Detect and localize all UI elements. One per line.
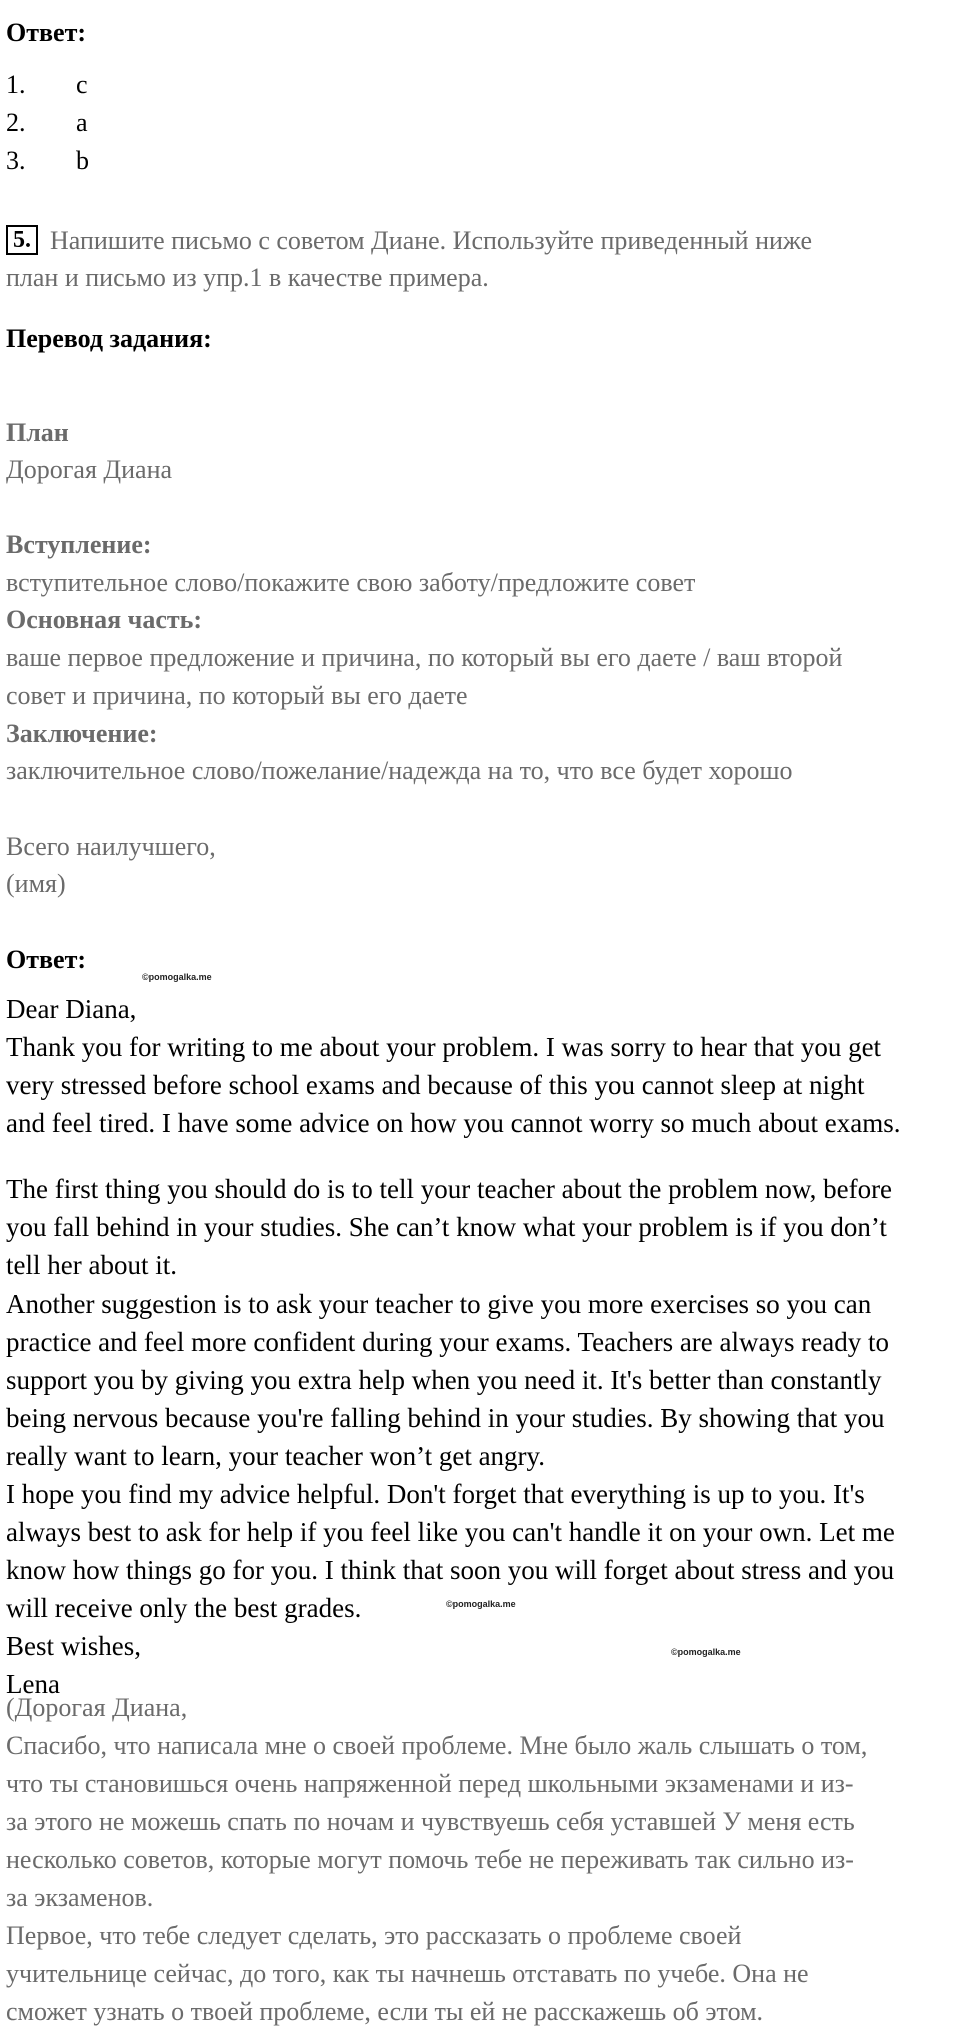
translation-heading: Перевод задания: bbox=[6, 324, 212, 353]
plan-main-text-1: ваше первое предложение и причина, по который вы его даете / ваш второй bbox=[6, 643, 843, 672]
answer-item-1 bbox=[6, 66, 88, 104]
translation-line: сможет узнать о твоей проблеме, если ты ей не расскажешь об этом. bbox=[6, 1997, 764, 2026]
translation-line: Спасибо, что написала мне о своей проблеме. Мне было жаль слышать о том, bbox=[6, 1731, 868, 1760]
answer-item-2 bbox=[6, 104, 88, 142]
plan-conclusion-text: заключительное слово/пожелание/надежда на то, что все будет хорошо bbox=[6, 756, 793, 785]
plan-intro-label: Вступление: bbox=[6, 530, 152, 559]
plan-main-text-2: совет и причина, по который вы его даете bbox=[6, 681, 468, 710]
answer-item-value: a bbox=[76, 108, 88, 137]
letter-paragraph-3 bbox=[6, 1285, 956, 1703]
task-text-1: Напишите письмо с советом Диане. Используйте приведенный ниже bbox=[50, 226, 813, 255]
translation-line: Первое, что тебе следует сделать, это рассказать о проблеме своей bbox=[6, 1921, 742, 1950]
task-text-2: план и письмо из упр.1 в качестве примера. bbox=[6, 263, 489, 292]
letter-line: Best wishes, bbox=[6, 1631, 141, 1661]
letter-line: practice and feel more confident during your exams. Teachers are always ready to bbox=[6, 1327, 889, 1357]
letter-line: support you by giving you extra help when you need it. It's better than constantly bbox=[6, 1365, 882, 1395]
letter-line: tell her about it. bbox=[6, 1250, 177, 1280]
letter-line: Another suggestion is to ask your teacher to give you more exercises so you can bbox=[6, 1289, 872, 1319]
translation-line: (Дорогая Диана, bbox=[6, 1693, 188, 1722]
translation-line: за этого не можешь спать по ночам и чувствуешь себя уставшей У меня есть bbox=[6, 1807, 855, 1836]
translation-line: за экзаменов. bbox=[6, 1883, 154, 1912]
answer-item-3 bbox=[6, 142, 89, 180]
answer-item-value: b bbox=[76, 146, 89, 175]
translation-line: учительнице сейчас, до того, как ты начнешь отставать по учебе. Она не bbox=[6, 1959, 809, 1988]
letter-paragraph-2 bbox=[6, 1170, 956, 1284]
plan-closing: Всего наилучшего, bbox=[6, 832, 216, 861]
watermark: ©pomogalka.me bbox=[142, 972, 212, 982]
letter-line: always best to ask for help if you feel like you can't handle it on your own. Let me bbox=[6, 1517, 895, 1547]
watermark: ©pomogalka.me bbox=[671, 1647, 741, 1657]
letter-line: you fall behind in your studies. She can’t know what your problem is if you don’t bbox=[6, 1212, 887, 1242]
letter-line: will receive only the best grades. bbox=[6, 1593, 362, 1623]
letter-line: very stressed before school exams and because of this you cannot sleep at night bbox=[6, 1070, 865, 1100]
plan-main-label: Основная часть: bbox=[6, 605, 203, 634]
letter-line: know how things go for you. I think that soon you will forget about stress and you bbox=[6, 1555, 895, 1585]
letter-line: The first thing you should do is to tell your teacher about the problem now, before bbox=[6, 1174, 893, 1204]
translation-line: что ты становишься очень напряженной перед школьными экзаменами и из- bbox=[6, 1769, 854, 1798]
plan-title: План bbox=[6, 418, 69, 447]
letter-line: Thank you for writing to me about your problem. I was sorry to hear that you get bbox=[6, 1032, 882, 1062]
answer-item-number: 2. bbox=[6, 108, 26, 137]
letter-line: Lena bbox=[6, 1669, 60, 1699]
answer-heading-top: Ответ: bbox=[6, 18, 87, 47]
letter-line: I hope you find my advice helpful. Don't forget that everything is up to you. It's bbox=[6, 1479, 865, 1509]
plan-conclusion-label: Заключение: bbox=[6, 719, 158, 748]
watermark: ©pomogalka.me bbox=[446, 1599, 516, 1609]
letter-paragraph-1 bbox=[6, 990, 956, 1142]
translation-line: несколько советов, которые могут помочь тебе не переживать так сильно из- bbox=[6, 1845, 854, 1874]
plan-greeting: Дорогая Диана bbox=[6, 455, 173, 484]
answer-item-value: c bbox=[76, 70, 88, 99]
plan-name: (имя) bbox=[6, 869, 66, 898]
letter-line: Dear Diana, bbox=[6, 994, 137, 1024]
letter-line: really want to learn, your teacher won’t get angry. bbox=[6, 1441, 546, 1471]
task-number-badge: 5. bbox=[6, 225, 38, 255]
translation-paragraph bbox=[6, 1689, 956, 2031]
answer-heading: Ответ: bbox=[6, 945, 87, 974]
task-line-1 bbox=[6, 222, 812, 260]
letter-line: being nervous because you're falling behind in your studies. By showing that you bbox=[6, 1403, 885, 1433]
answer-item-number: 1. bbox=[6, 70, 26, 99]
answer-item-number: 3. bbox=[6, 146, 26, 175]
letter-line: and feel tired. I have some advice on how you cannot worry so much about exams. bbox=[6, 1108, 901, 1138]
plan-intro-text: вступительное слово/покажите свою заботу/предложите совет bbox=[6, 568, 696, 597]
